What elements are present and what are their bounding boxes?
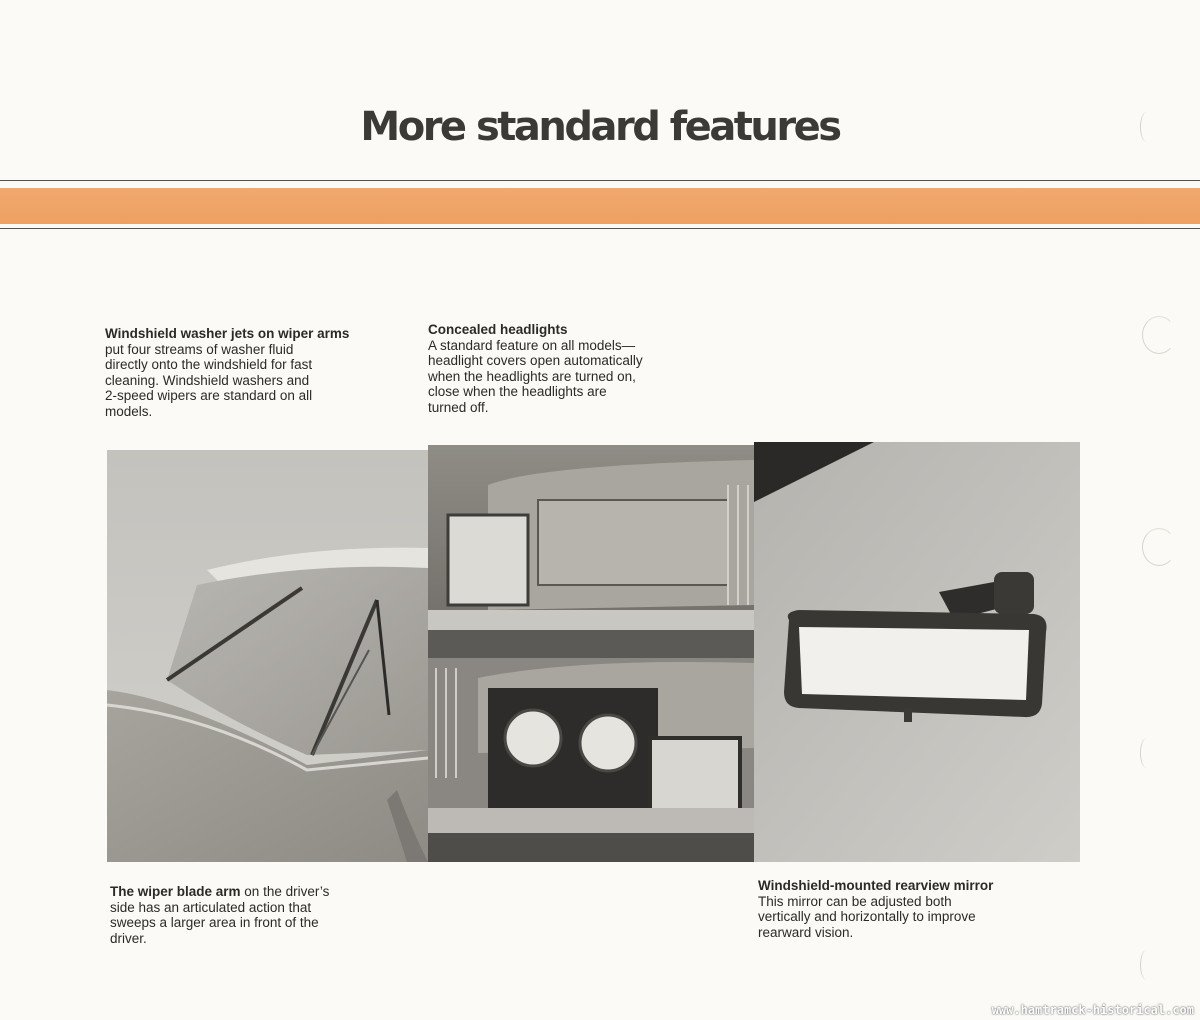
binder-hole-mark [1140,112,1153,142]
headlights-line: turned off. [428,399,489,415]
washer-line: 2-speed wipers are standard on all [105,388,313,403]
binder-hole-ring [1142,528,1176,566]
wiper-arm-lead: The wiper blade arm [110,884,241,899]
binder-hole-ring [1142,316,1176,354]
headlights-closed-photo [428,445,754,658]
wiper-arm-line: sweeps a larger area in front of the [110,915,319,930]
accent-band [0,188,1200,224]
headlights-open-photo [428,658,754,862]
washer-line: directly onto the windshield for fast [105,357,313,372]
wiper-arm-line: driver. [110,930,147,946]
washer-heading: Windshield washer jets on wiper arms [105,326,350,341]
washer-line: cleaning. Windshield washers and [105,372,310,388]
mirror-line: rearward vision. [758,924,854,940]
watermark: www.hamtramck-historical.com [991,1003,1194,1017]
wiper-arm-rest: on the driver’s [240,884,330,899]
mirror-heading: Windshield-mounted rearview mirror [758,878,994,893]
mirror-line: This mirror can be adjusted both [758,893,952,909]
rearview-mirror-photo [754,442,1080,862]
washer-line: models. [105,403,153,419]
headlights-line: close when the headlights are [428,384,607,399]
wiper-arm-line: side has an articulated action that [110,899,312,915]
windshield-wiper-photo [107,450,428,862]
headlights-caption [428,322,728,415]
binder-hole-mark [1140,950,1153,980]
mirror-caption [758,878,1078,940]
page-title: More standard features [360,104,840,150]
washer-line: put four streams of washer fluid [105,341,294,357]
headlights-line: headlight covers open automatically [428,353,643,368]
top-rule [0,180,1200,181]
bottom-rule [0,228,1200,229]
headlights-line: when the headlights are turned on, [428,368,636,384]
wiper-arm-caption [110,884,410,946]
mirror-line: vertically and horizontally to improve [758,909,976,924]
headlights-heading: Concealed headlights [428,322,568,337]
headlights-line: A standard feature on all models— [428,337,636,353]
binder-hole-mark [1140,738,1153,768]
washer-caption [105,326,405,419]
wiper-arm-first-line [110,884,410,900]
